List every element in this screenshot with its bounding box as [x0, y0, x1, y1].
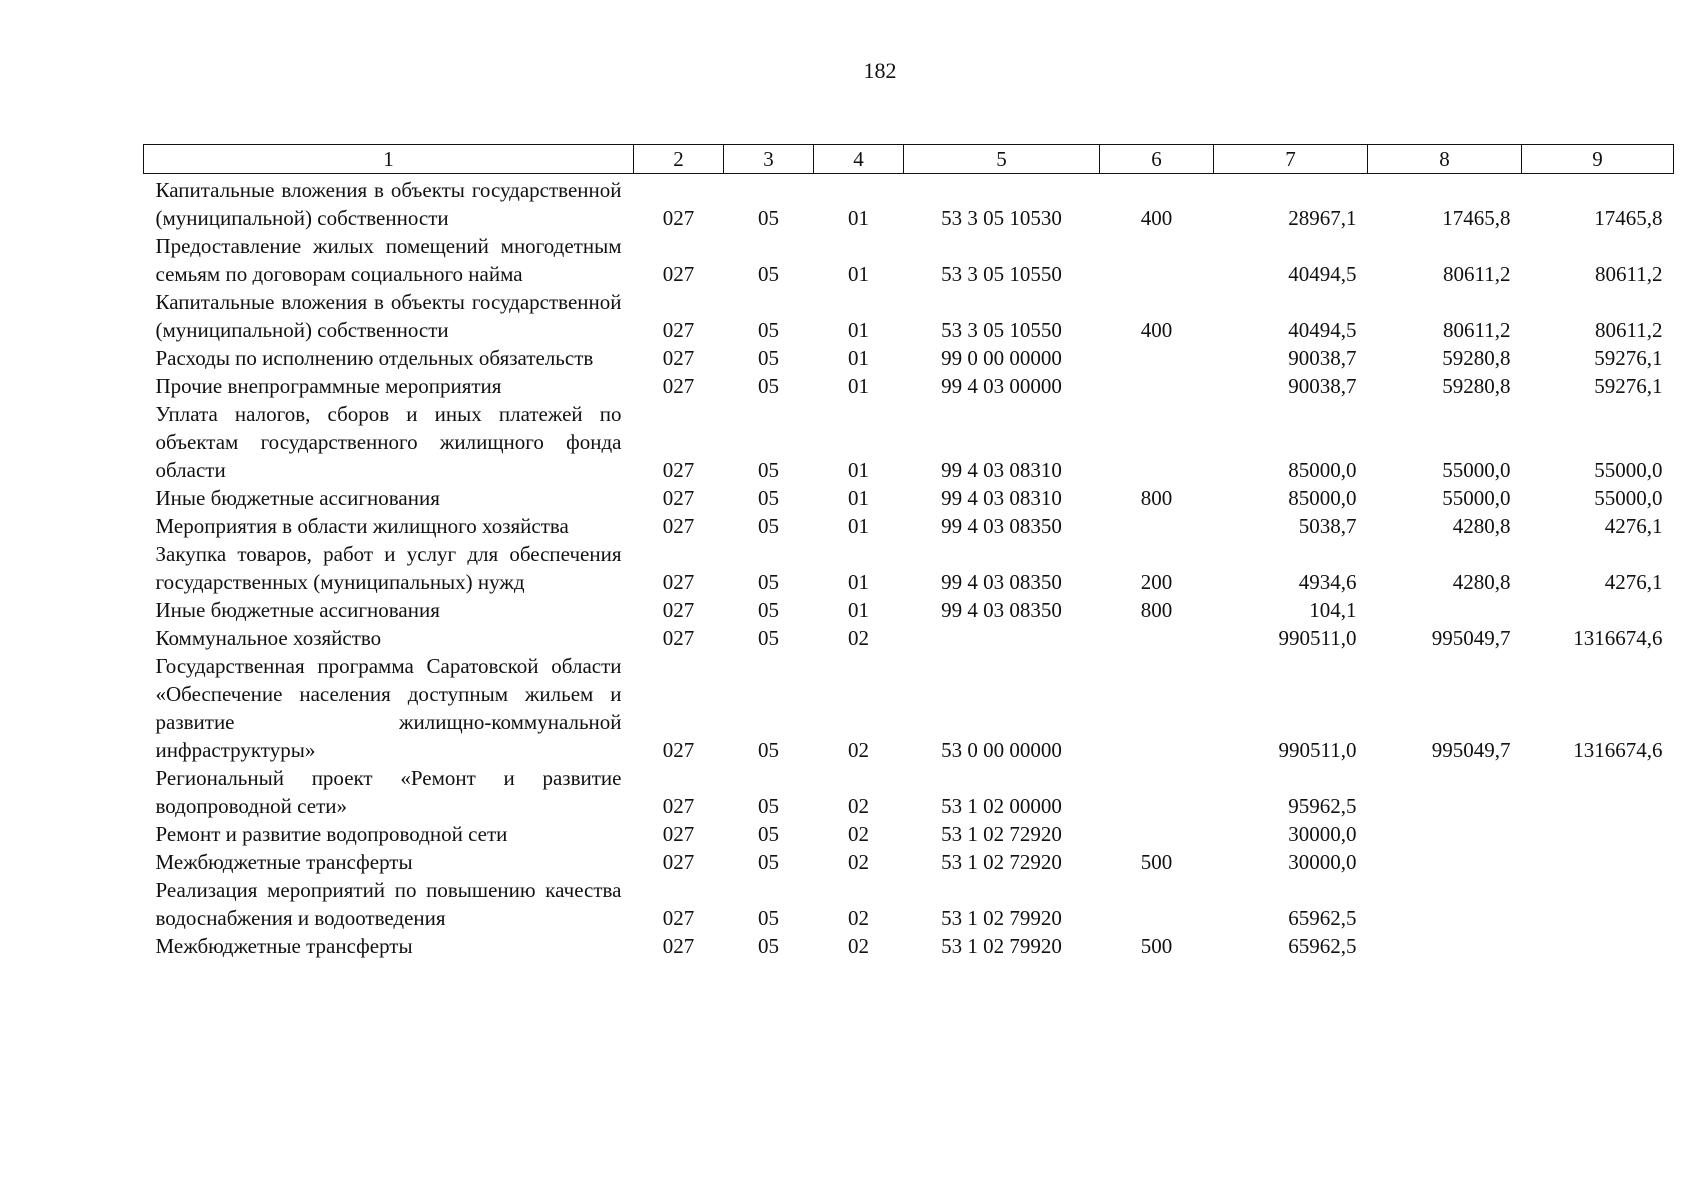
- item-name: Коммунальное хозяйство: [155, 626, 382, 650]
- column-header: 6: [1100, 145, 1214, 174]
- table-row: [144, 596, 1674, 624]
- target-article-code: 99 4 03 08350: [941, 570, 1062, 594]
- amount-col-8: [1368, 876, 1522, 932]
- item-name: Иные бюджетные ассигнования: [155, 598, 440, 622]
- column-header: 5: [904, 145, 1100, 174]
- column-header: 9: [1522, 145, 1674, 174]
- expense-type-code: 400: [1140, 318, 1173, 342]
- page-number: 182: [863, 58, 897, 83]
- section-code: 05: [758, 822, 779, 846]
- table-row: [144, 624, 1674, 652]
- amount-col-9: 17465,8: [1594, 206, 1663, 230]
- item-name: Капитальные вложения в объекты государственной (муниципальной) собственности: [155, 290, 622, 342]
- item-name: Иные бюджетные ассигнования: [155, 486, 440, 510]
- subsection-code: 02: [848, 906, 869, 930]
- table-row: [144, 288, 1674, 344]
- amount-col-8: 995049,7: [1431, 738, 1511, 762]
- column-header: 3: [724, 145, 814, 174]
- ministry-code: 027: [662, 934, 695, 958]
- target-article-code: 53 1 02 72920: [941, 850, 1062, 874]
- target-article-code: 53 3 05 10550: [941, 318, 1062, 342]
- table-row: [144, 932, 1674, 960]
- target-article-code: 99 4 03 00000: [941, 374, 1062, 398]
- amount-col-8: [1368, 848, 1522, 876]
- expense-type-code: 400: [1140, 206, 1173, 230]
- column-header: 4: [814, 145, 904, 174]
- section-code: 05: [758, 906, 779, 930]
- amount-col-7: 65962,5: [1288, 906, 1357, 930]
- column-header: 1: [144, 145, 634, 174]
- section-code: 05: [758, 570, 779, 594]
- table-row: [144, 820, 1674, 848]
- amount-col-7: 30000,0: [1288, 822, 1357, 846]
- subsection-code: 01: [848, 514, 869, 538]
- subsection-code: 01: [848, 598, 869, 622]
- amount-col-8: 59280,8: [1442, 346, 1511, 370]
- target-article-code: 99 0 00 00000: [941, 346, 1062, 370]
- amount-col-9: [1522, 848, 1674, 876]
- ministry-code: 027: [662, 738, 695, 762]
- subsection-code: 01: [848, 206, 869, 230]
- subsection-code: 02: [848, 934, 869, 958]
- amount-col-9: 4276,1: [1604, 570, 1663, 594]
- amount-col-7: 5038,7: [1298, 514, 1357, 538]
- budget-table: [143, 144, 1674, 960]
- expense-type-code: [1100, 232, 1214, 288]
- amount-col-8: [1368, 596, 1522, 624]
- ministry-code: 027: [662, 346, 695, 370]
- amount-col-7: 990511,0: [1278, 738, 1357, 762]
- expense-type-code: [1100, 764, 1214, 820]
- section-code: 05: [758, 486, 779, 510]
- subsection-code: 02: [848, 794, 869, 818]
- item-name: Прочие внепрограммные мероприятия: [155, 374, 502, 398]
- section-code: 05: [758, 850, 779, 874]
- target-article-code: 53 1 02 72920: [941, 822, 1062, 846]
- subsection-code: 02: [848, 626, 869, 650]
- ministry-code: 027: [662, 794, 695, 818]
- section-code: 05: [758, 626, 779, 650]
- amount-col-9: [1522, 596, 1674, 624]
- amount-col-7: 104,1: [1309, 598, 1357, 622]
- section-code: 05: [758, 794, 779, 818]
- section-code: 05: [758, 458, 779, 482]
- column-header: 7: [1214, 145, 1368, 174]
- amount-col-7: 40494,5: [1288, 318, 1357, 342]
- amount-col-8: [1368, 764, 1522, 820]
- item-name: Межбюджетные трансферты: [155, 934, 413, 958]
- table-row: [144, 652, 1674, 764]
- item-name: Расходы по исполнению отдельных обязательств: [155, 346, 594, 370]
- section-code: 05: [758, 346, 779, 370]
- expense-type-code: [1100, 400, 1214, 484]
- target-article-code: 53 1 02 79920: [941, 934, 1062, 958]
- subsection-code: 01: [848, 346, 869, 370]
- amount-col-8: 55000,0: [1442, 458, 1511, 482]
- amount-col-8: 80611,2: [1443, 318, 1511, 342]
- amount-col-8: [1368, 932, 1522, 960]
- amount-col-9: 1316674,6: [1573, 738, 1663, 762]
- table-row: [144, 876, 1674, 932]
- item-name: Мероприятия в области жилищного хозяйства: [155, 514, 569, 538]
- target-article-code: 53 1 02 79920: [941, 906, 1062, 930]
- amount-col-9: 80611,2: [1595, 318, 1663, 342]
- amount-col-8: 4280,8: [1452, 570, 1511, 594]
- ministry-code: 027: [662, 906, 695, 930]
- expense-type-code: [1100, 372, 1214, 400]
- target-article-code: 99 4 03 08310: [941, 486, 1062, 510]
- amount-col-8: 17465,8: [1442, 206, 1511, 230]
- amount-col-9: [1522, 764, 1674, 820]
- column-header: 2: [634, 145, 724, 174]
- item-name: Межбюджетные трансферты: [155, 850, 413, 874]
- amount-col-9: [1522, 932, 1674, 960]
- amount-col-7: 990511,0: [1278, 626, 1357, 650]
- target-article-code: 53 1 02 00000: [941, 794, 1062, 818]
- ministry-code: 027: [662, 626, 695, 650]
- amount-col-7: 90038,7: [1288, 346, 1357, 370]
- item-name: Капитальные вложения в объекты государственной (муниципальной) собственности: [155, 178, 622, 230]
- subsection-code: 01: [848, 486, 869, 510]
- section-code: 05: [758, 738, 779, 762]
- ministry-code: 027: [662, 262, 695, 286]
- amount-col-9: 55000,0: [1594, 486, 1663, 510]
- table-row: [144, 232, 1674, 288]
- target-article-code: 53 3 05 10530: [941, 206, 1062, 230]
- amount-col-9: 80611,2: [1595, 262, 1663, 286]
- ministry-code: 027: [662, 514, 695, 538]
- item-name: Государственная программа Саратовской области «Обеспечение населения доступным жильем и развитие жилищно-коммунальной инфраструктуры»: [155, 654, 622, 762]
- amount-col-7: 95962,5: [1288, 794, 1357, 818]
- expense-type-code: [1100, 652, 1214, 764]
- item-name: Реализация мероприятий по повышению качества водоснабжения и водоотведения: [155, 878, 622, 930]
- subsection-code: 01: [848, 458, 869, 482]
- amount-col-8: 59280,8: [1442, 374, 1511, 398]
- expense-type-code: 800: [1140, 598, 1173, 622]
- amount-col-7: 90038,7: [1288, 374, 1357, 398]
- amount-col-8: 995049,7: [1431, 626, 1511, 650]
- ministry-code: 027: [662, 822, 695, 846]
- amount-col-9: 59276,1: [1594, 346, 1663, 370]
- amount-col-8: 80611,2: [1443, 262, 1511, 286]
- target-article-code: [904, 624, 1100, 652]
- item-name: Предоставление жилых помещений многодетным семьям по договорам социального найма: [155, 234, 622, 286]
- subsection-code: 02: [848, 850, 869, 874]
- amount-col-9: [1522, 876, 1674, 932]
- subsection-code: 01: [848, 318, 869, 342]
- subsection-code: 02: [848, 738, 869, 762]
- table-row: [144, 344, 1674, 372]
- item-name: Закупка товаров, работ и услуг для обеспечения государственных (муниципальных) нужд: [155, 542, 622, 594]
- subsection-code: 01: [848, 374, 869, 398]
- table-row: [144, 848, 1674, 876]
- section-code: 05: [758, 598, 779, 622]
- target-article-code: 53 3 05 10550: [941, 262, 1062, 286]
- section-code: 05: [758, 262, 779, 286]
- table-row: [144, 484, 1674, 512]
- table-row: [144, 764, 1674, 820]
- ministry-code: 027: [662, 318, 695, 342]
- amount-col-9: 1316674,6: [1573, 626, 1663, 650]
- expense-type-code: [1100, 876, 1214, 932]
- ministry-code: 027: [662, 598, 695, 622]
- amount-col-9: 59276,1: [1594, 374, 1663, 398]
- amount-col-8: [1368, 820, 1522, 848]
- amount-col-8: 55000,0: [1442, 486, 1511, 510]
- ministry-code: 027: [662, 206, 695, 230]
- amount-col-9: 55000,0: [1594, 458, 1663, 482]
- amount-col-7: 28967,1: [1288, 206, 1357, 230]
- ministry-code: 027: [662, 570, 695, 594]
- ministry-code: 027: [662, 458, 695, 482]
- item-name: Уплата налогов, сборов и иных платежей по объектам государственного жилищного фонда области: [155, 402, 622, 482]
- amount-col-7: 30000,0: [1288, 850, 1357, 874]
- target-article-code: 53 0 00 00000: [941, 738, 1062, 762]
- amount-col-7: 40494,5: [1288, 262, 1357, 286]
- amount-col-7: 4934,6: [1298, 570, 1357, 594]
- target-article-code: 99 4 03 08310: [941, 458, 1062, 482]
- column-header: 8: [1368, 145, 1522, 174]
- expense-type-code: [1100, 344, 1214, 372]
- table-row: [144, 400, 1674, 484]
- section-code: 05: [758, 318, 779, 342]
- table-row: [144, 372, 1674, 400]
- subsection-code: 01: [848, 262, 869, 286]
- section-code: 05: [758, 374, 779, 398]
- section-code: 05: [758, 934, 779, 958]
- amount-col-8: 4280,8: [1452, 514, 1511, 538]
- amount-col-7: 65962,5: [1288, 934, 1357, 958]
- ministry-code: 027: [662, 374, 695, 398]
- expense-type-code: 500: [1140, 934, 1173, 958]
- amount-col-9: [1522, 820, 1674, 848]
- table-row: [144, 540, 1674, 596]
- amount-col-7: 85000,0: [1288, 486, 1357, 510]
- item-name: Региональный проект «Ремонт и развитие водопроводной сети»: [155, 766, 622, 818]
- expense-type-code: 500: [1140, 850, 1173, 874]
- table-row: [144, 174, 1674, 233]
- expense-type-code: 800: [1140, 486, 1173, 510]
- expense-type-code: 200: [1140, 570, 1173, 594]
- section-code: 05: [758, 206, 779, 230]
- expense-type-code: [1100, 512, 1214, 540]
- table-body: [144, 174, 1674, 961]
- header-row: [144, 145, 1674, 174]
- subsection-code: 01: [848, 570, 869, 594]
- ministry-code: 027: [662, 850, 695, 874]
- amount-col-7: 85000,0: [1288, 458, 1357, 482]
- ministry-code: 027: [662, 486, 695, 510]
- amount-col-9: 4276,1: [1604, 514, 1663, 538]
- table-row: [144, 512, 1674, 540]
- item-name: Ремонт и развитие водопроводной сети: [155, 822, 508, 846]
- target-article-code: 99 4 03 08350: [941, 514, 1062, 538]
- section-code: 05: [758, 514, 779, 538]
- target-article-code: 99 4 03 08350: [941, 598, 1062, 622]
- expense-type-code: [1100, 624, 1214, 652]
- expense-type-code: [1100, 820, 1214, 848]
- subsection-code: 02: [848, 822, 869, 846]
